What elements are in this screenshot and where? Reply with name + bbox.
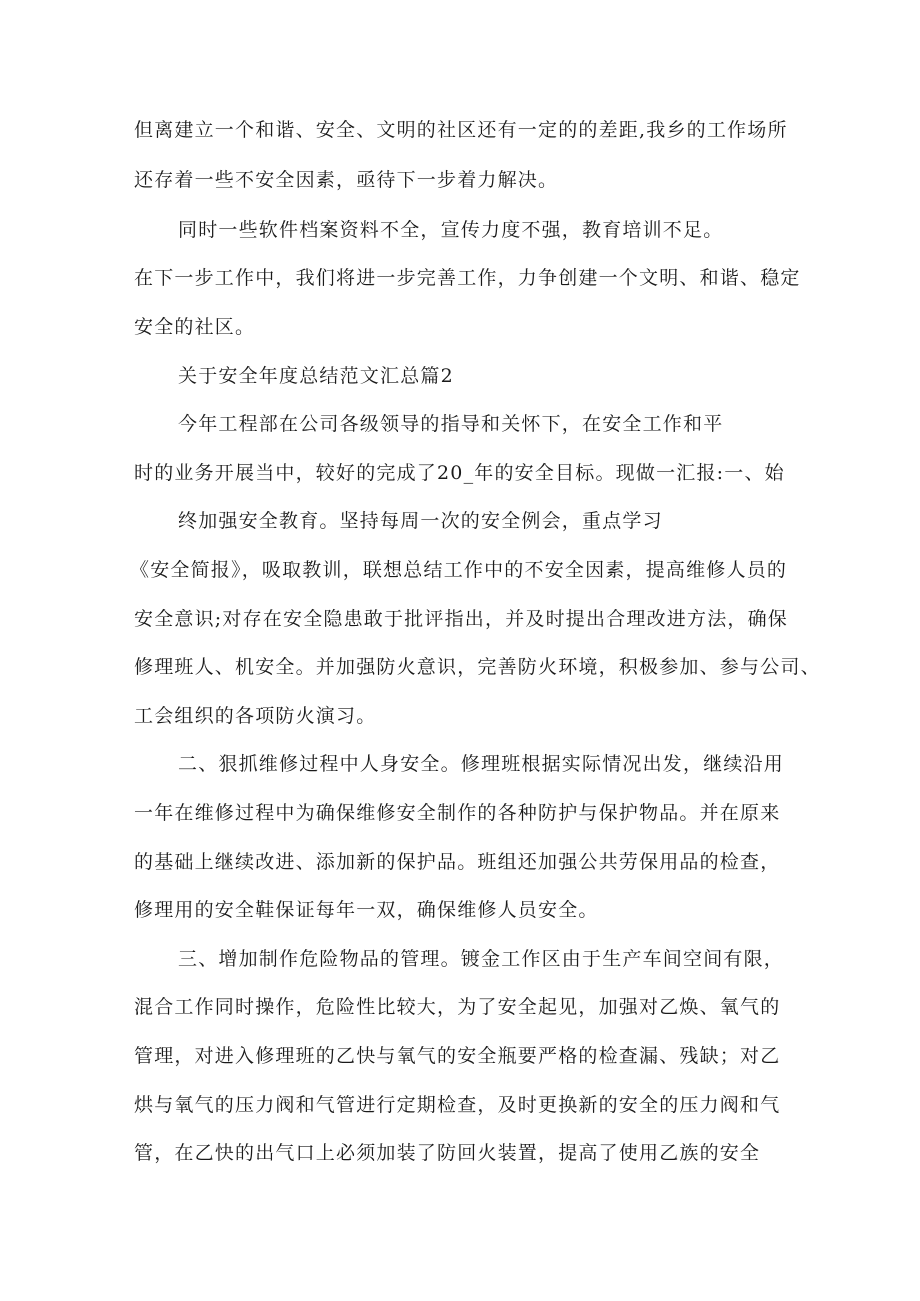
text-line: 烘与氧气的压力阀和气管进行定期检查，及时更换新的安全的压力阀和气 (134, 1094, 781, 1116)
text-line: 今年工程部在公司各级领导的指导和关怀下，在安全工作和平 (178, 413, 724, 435)
section-heading: 关于安全年度总结范文汇总篇2 (178, 365, 454, 387)
text-line: 管理，对进入修理班的乙快与氧气的安全瓶要严格的检查漏、残缺；对乙 (134, 1045, 781, 1067)
text-line: 《安全简报》，吸取教训，联想总结工作中的不安全因素，提高维修人员的 (130, 559, 788, 581)
text-line: 管，在乙快的出气口上必须加装了防回火装置，提高了使用乙族的安全 (134, 1142, 761, 1164)
text-line: 修理用的安全鞋保证每年一双，确保维修人员安全。 (134, 899, 599, 921)
text-line: 修理班人、机安全。并加强防火意识，完善防火环境，积极参加、参与公司、 (134, 656, 821, 678)
text-line: 二、狠抓维修过程中人身安全。修理班根据实际情况出发，继续沿用 (178, 753, 785, 775)
text-line: 但离建立一个和谐、安全、文明的社区还有一定的的差距,我乡的工作场所 (134, 119, 788, 141)
text-line: 三、增加制作危险物品的管理。镀金工作区由于生产车间空间有限， (178, 948, 785, 970)
text-line: 安全意识;对存在安全隐患敢于批评指出，并及时提出合理改进方法，确保 (134, 608, 789, 630)
text-line: 在下一步工作中，我们将进一步完善工作，力争创建一个文明、和谐、稳定 (134, 267, 801, 289)
text-line: 工会组织的各项防火演习。 (134, 705, 377, 727)
text-line: 一年在维修过程中为确保维修安全制作的各种防护与保护物品。并在原来 (134, 802, 781, 824)
text-line: 时的业务开展当中，较好的完成了20_年的安全目标。现做一汇报:一、始 (134, 462, 785, 484)
text-line: 的基础上继续改进、添加新的保护品。班组还加强公共劳保用品的检查， (134, 851, 781, 873)
text-line: 同时一些软件档案资料不全，宣传力度不强，教育培训不足。 (178, 219, 724, 241)
text-line: 终加强安全教育。坚持每周一次的安全例会，重点学习 (178, 510, 663, 532)
text-line: 还存着一些不安全因素，亟待下一步着力解决。 (134, 169, 559, 191)
text-line: 混合工作同时操作，危险性比较大，为了安全起见，加强对乙焕、氧气的 (134, 996, 781, 1018)
text-line: 安全的社区。 (134, 316, 256, 338)
